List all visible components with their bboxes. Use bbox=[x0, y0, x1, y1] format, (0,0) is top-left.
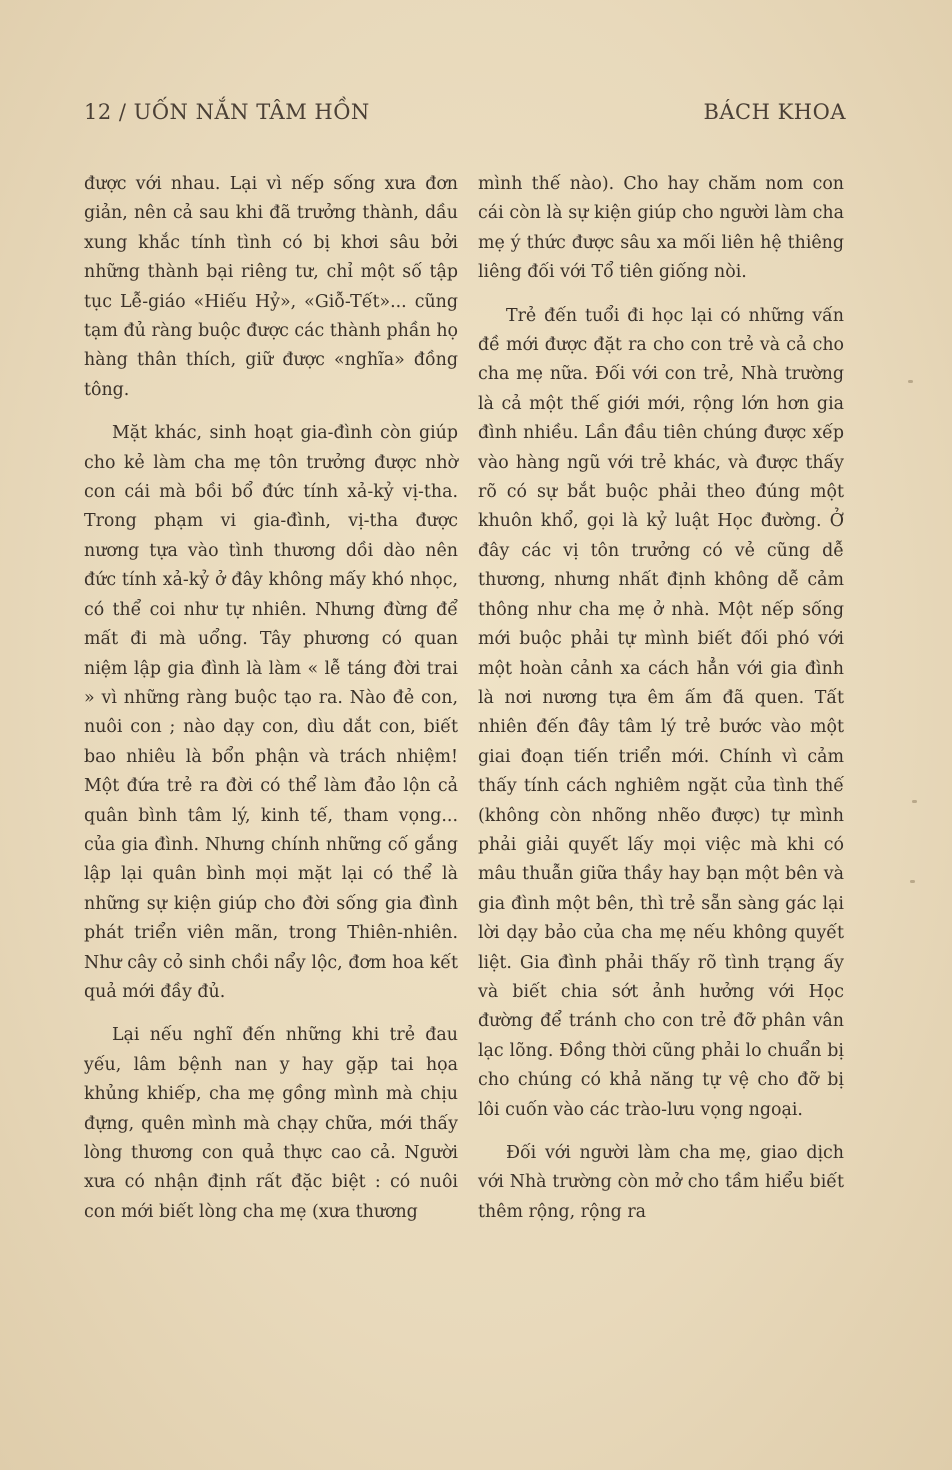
paragraph: được với nhau. Lại vì nếp sống xưa đơn giản, nên cả sau khi đã trưởng thành, dầu xung khắc tính tình có bị khơi sâu bởi những thành bại riêng tư, chỉ một số tập tục Lễ-giáo «Hiếu Hỷ», «Giỗ-Tết»... cũng tạm đủ ràng buộc được các thành phần họ hàng thân thích, giữ được «nghĩa» đồng tông. bbox=[84, 174, 458, 400]
paragraph: Trẻ đến tuổi đi học lại có những vấn đề mới được đặt ra cho con trẻ và cả cho cha mẹ nữa. Đối với con trẻ, Nhà trường là cả một thế giới mới, rộng lớn hơn gia đình nhiều. Lần đầu tiên chúng được xếp vào hàng ngũ với trẻ khác, và được thấy rõ có sự bắt buộc phải theo đúng một khuôn khổ, gọi là kỷ luật Học đường. Ở đây các vị tôn trưởng có vẻ cũng dễ thương, nhưng nhất định không dễ cảm thông như cha mẹ ở nhà. Một nếp sống mới buộc phải tự mình biết đối phó với một hoàn cảnh xa cách hẳn với gia đình là nơi nương tựa êm ấm đã quen. Tất nhiên đến đây tâm lý trẻ bước vào một giai đoạn tiến triển mới. Chính vì cảm thấy tính cách nghiêm ngặt của tình thế (không còn nhõng nhẽo được) tự mình phải giải quyết lấy mọi việc mà khi có mâu thuẫn giữa thầy hay bạn một bên và gia đình một bên, thì trẻ sẵn sàng gác lại lời dạy bảo của cha mẹ nếu không quyết liệt. Gia đình phải thấy rõ tình trạng ấy và biết chia sớt ảnh hưởng với Học đường để tránh cho con trẻ đỡ phân vân lạc lõng. Đồng thời cũng phải lo chuẩn bị cho chúng có khả năng tự vệ cho đỡ bị lôi cuốn vào các trào-lưu vọng ngoại. bbox=[478, 305, 844, 1120]
right-column bbox=[478, 170, 844, 1227]
paper-speck bbox=[908, 380, 913, 383]
paragraph: Lại nếu nghĩ đến những khi trẻ đau yếu, lâm bệnh nan y hay gặp tai họa khủng khiếp, cha mẹ gồng mình mà chịu đựng, quên mình mà chạy chữa, mới thấy lòng thương con quả thực cao cả. Người xưa có nhận định rất đặc biệt : có nuôi con mới biết lòng cha mẹ (xưa thương bbox=[84, 1025, 458, 1222]
paragraph: Đối với người làm cha mẹ, giao dịch với Nhà trường còn mở cho tầm hiểu biết thêm rộng, rộng ra bbox=[478, 1143, 844, 1222]
running-header bbox=[84, 100, 846, 130]
left-column bbox=[84, 170, 458, 1227]
paper-speck bbox=[910, 880, 915, 883]
paper-speck bbox=[912, 800, 917, 803]
header-publication: BÁCH KHOA bbox=[703, 100, 846, 124]
paragraph: mình thế nào). Cho hay chăm nom con cái còn là sự kiện giúp cho người làm cha mẹ ý thức được sâu xa mối liên hệ thiêng liêng đối với Tổ tiên giống nòi. bbox=[478, 174, 844, 283]
header-page-title: 12 / UỐN NẮN TÂM HỒN bbox=[84, 100, 370, 124]
paragraph: Mặt khác, sinh hoạt gia-đình còn giúp cho kẻ làm cha mẹ tôn trưởng được nhờ con cái mà bồi bổ đức tính xả-kỷ vị-tha. Trong phạm vi gia-đình, vị-tha được nương tựa vào tình thương dồi dào nên đức tính xả-kỷ ở đây không mấy khó nhọc, có thể coi như tự nhiên. Nhưng đừng để mất đi mà uổng. Tây phương có quan niệm lập gia đình là làm « lễ táng đời trai » vì những ràng buộc tạo ra. Nào đẻ con, nuôi con ; nào dạy con, dìu dắt con, biết bao nhiêu là bổn phận và trách nhiệm! Một đứa trẻ ra đời có thể làm đảo lộn cả quân bình tâm lý, kinh tế, tham vọng... của gia đình. Nhưng chính những cố gắng lập lại quân bình mọi mặt lại có thể là những sự kiện giúp cho đời sống gia đình phát triển viên mãn, trong Thiên-nhiên. Như cây cỏ sinh chồi nẩy lộc, đơm hoa kết quả mới đầy đủ. bbox=[84, 423, 458, 1002]
